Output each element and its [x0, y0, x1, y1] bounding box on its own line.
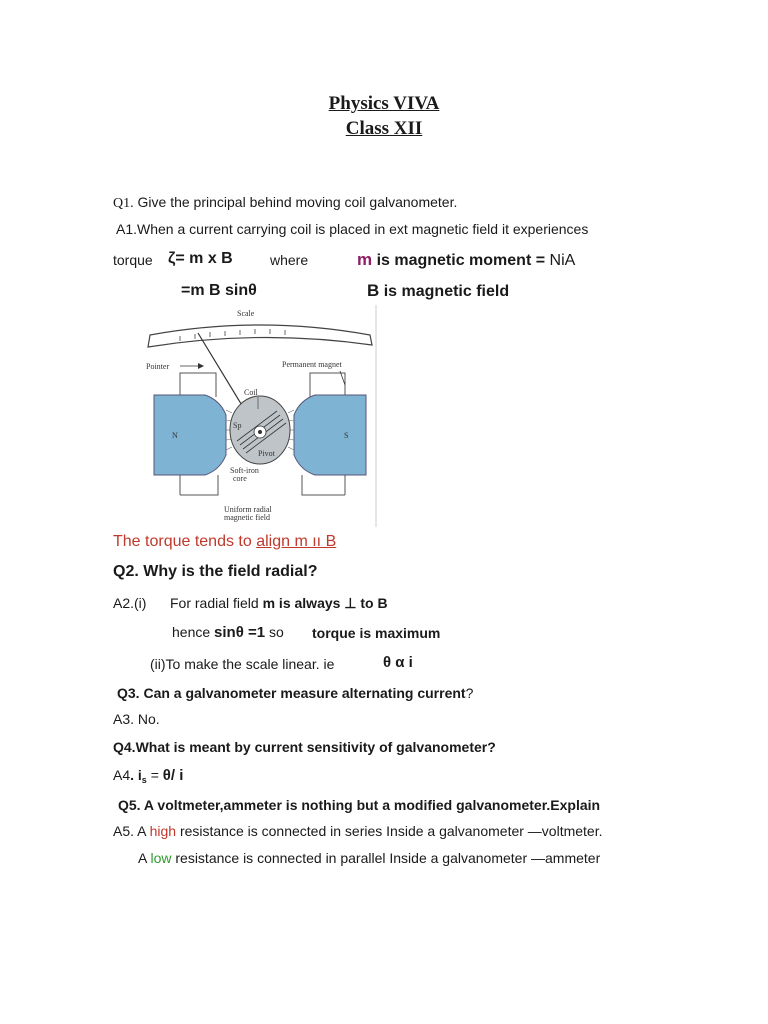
- q2-torque-max: torque is maximum: [312, 625, 441, 641]
- q2-hence: hence: [172, 624, 215, 640]
- galvanometer-diagram: [140, 305, 380, 527]
- field-label-1: Uniform radial: [224, 505, 272, 514]
- torque-word: torque: [113, 252, 153, 268]
- coil-label: Coil: [244, 388, 258, 397]
- b-symbol: B: [367, 281, 380, 300]
- q4-dot: .: [130, 767, 138, 783]
- q2-answer-i-text: For radial field: [170, 595, 263, 611]
- q2-answer-label: A2.(i): [113, 595, 147, 611]
- q2-answer-i: [170, 595, 388, 612]
- north-pole: [154, 395, 226, 475]
- torque-note-align: align m ıı B: [256, 533, 337, 550]
- m-value: NiA: [549, 252, 576, 269]
- scale-arc: [148, 325, 372, 347]
- q2-proportional: θ α i: [383, 654, 413, 671]
- scale-label: Scale: [237, 309, 255, 318]
- q4-i: i: [137, 767, 142, 783]
- q5-question: Q5. A voltmeter,ammeter is nothing but a modified galvanometer.Explain: [118, 797, 601, 813]
- s-pole-label: S: [344, 431, 349, 440]
- q2-hence-line: [172, 624, 284, 641]
- q3-question-mark: ?: [465, 685, 474, 701]
- q1-answer: A1.When a current carrying coil is placed in ext magnetic field it experiences: [116, 221, 589, 237]
- q5-a1-prefix: A5. A: [113, 823, 150, 839]
- permanent-magnet-label: Permanent magnet: [282, 360, 342, 369]
- q4-formula: θ/ i: [162, 767, 184, 784]
- q5-answer-voltmeter: [113, 823, 603, 839]
- spring-label: Sp: [233, 421, 242, 430]
- q5-high: high: [149, 823, 177, 839]
- q5-low: low: [150, 850, 172, 866]
- q1-label: Q1.: [113, 196, 134, 211]
- magnetic-moment-definition: [357, 250, 575, 270]
- torque-formula-expanded: =m B sinθ: [181, 282, 257, 299]
- m-symbol: m: [357, 250, 373, 269]
- page-subtitle: Class XII: [345, 118, 423, 139]
- q2-answer-i-bold: m is always ⊥ to B: [262, 595, 388, 611]
- q4-equals: =: [146, 767, 163, 783]
- b-description: is magnetic field: [379, 283, 510, 300]
- q3-answer: A3. No.: [113, 711, 160, 727]
- q4-answer-label: A4: [113, 767, 131, 783]
- soft-iron-label-2: core: [233, 474, 247, 483]
- q3-question-text: Q3. Can a galvanometer measure alternating current: [117, 685, 466, 701]
- q2-sin: sinθ =1: [214, 624, 266, 641]
- q5-a2-prefix: A: [138, 850, 151, 866]
- soft-iron-label-1: Soft-iron: [230, 466, 259, 475]
- q2-so: so: [265, 624, 284, 640]
- q5-a1-rest: resistance is connected in series Inside a galvanometer —voltmeter.: [176, 823, 603, 839]
- q4-question: Q4.What is meant by current sensitivity of galvanometer?: [113, 739, 496, 755]
- torque-note: [113, 533, 336, 551]
- magnetic-field-definition: [367, 281, 509, 301]
- pivot-label: Pivot: [258, 449, 275, 458]
- where-word: where: [270, 252, 309, 268]
- q5-answer-ammeter: [138, 850, 600, 866]
- torque-formula: ζ= m x B: [168, 250, 233, 267]
- q5-a2-rest: resistance is connected in parallel Inside a galvanometer —ammeter: [171, 850, 601, 866]
- field-label-2: magnetic field: [224, 513, 270, 522]
- q1-question-text: Give the principal behind moving coil galvanometer.: [133, 194, 458, 210]
- q2-question: Q2. Why is the field radial?: [113, 563, 318, 580]
- pointer-label: Pointer: [146, 362, 170, 371]
- n-pole-label: N: [172, 431, 178, 440]
- q1-question: [113, 194, 457, 212]
- q3-question: [117, 685, 473, 701]
- q2-answer-ii: (ii)To make the scale linear. ie: [150, 656, 335, 672]
- page-title: Physics VIVA: [328, 93, 440, 114]
- torque-note-prefix: The torque tends to: [113, 533, 257, 550]
- m-description: is magnetic moment =: [372, 252, 550, 269]
- q4-subscript: s: [141, 775, 147, 785]
- q4-answer: [113, 767, 183, 785]
- south-pole: [294, 395, 366, 475]
